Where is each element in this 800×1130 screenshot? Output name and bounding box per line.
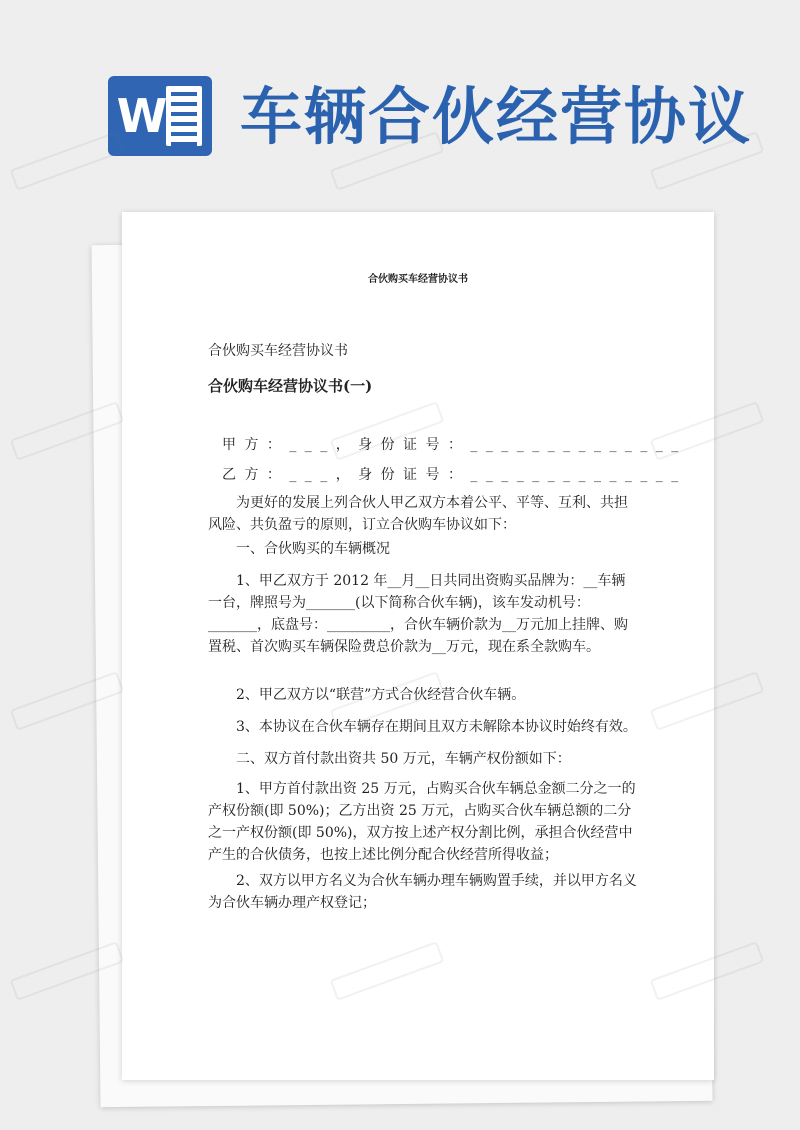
document-title: 合伙购车经营协议书(一) xyxy=(208,377,373,395)
banner-title: 车辆合伙经营协议 xyxy=(240,80,753,153)
document-header: 合伙购买车经营协议书 xyxy=(368,274,468,285)
document-subtitle: 合伙购买车经营协议书 xyxy=(208,343,348,359)
section-2-heading: 二、双方首付款出资共 50 万元，车辆产权份额如下： xyxy=(236,751,571,767)
banner xyxy=(0,0,800,200)
section-2-item-1: 1、甲方首付款出资 25 万元，占购买合伙车辆总金额二分之一的产权份额(即 50%)；乙方出资 25 万元，占购买合伙车辆总额的二分之一产权份额(即 50%)，双方按上述产权分割比例，承担合伙经营中产生的合伙债务，也按上述比例分配合伙经营所得收益； xyxy=(208,781,636,863)
word-icon-letter: W xyxy=(116,89,168,143)
word-document-icon xyxy=(108,76,212,156)
section-1-item-3: 3、本协议在合伙车辆存在期间且双方未解除本协议时始终有效。 xyxy=(236,719,637,735)
intro-paragraph: 为更好的发展上列合伙人甲乙双方本着公平、平等、互利、共担风险、共负盈亏的原则，订立合伙购车协议如下： xyxy=(208,495,628,533)
document-page xyxy=(122,212,714,1080)
word-icon-page xyxy=(166,86,202,146)
party-b-line: 乙 方 ： _ _ _ ， 身 份 证 号 ： _ _ _ _ _ _ _ _ _ _ _ _ _ _ xyxy=(222,467,681,483)
section-1-item-1: 1、甲乙双方于 2012 年__月__日共同出资购买品牌为：__车辆一台，牌照号为_______(以下简称合伙车辆)，该车发动机号：_______，底盘号：_________，合伙车辆价款为__万元加上挂牌、购置税、首次购买车辆保险费总价款为__万元，现在系全款购车。 xyxy=(208,573,628,655)
section-2-item-2: 2、双方以甲方名义为合伙车辆办理车辆购置手续，并以甲方名义为合伙车辆办理产权登记； xyxy=(208,873,637,911)
section-1-item-2: 2、甲乙双方以“联营”方式合伙经营合伙车辆。 xyxy=(236,687,526,703)
section-1-heading: 一、合伙购买的车辆概况 xyxy=(236,541,390,557)
party-a-line: 甲 方 ： _ _ _ ， 身 份 证 号 ： _ _ _ _ _ _ _ _ _ _ _ _ _ _ xyxy=(222,437,681,453)
